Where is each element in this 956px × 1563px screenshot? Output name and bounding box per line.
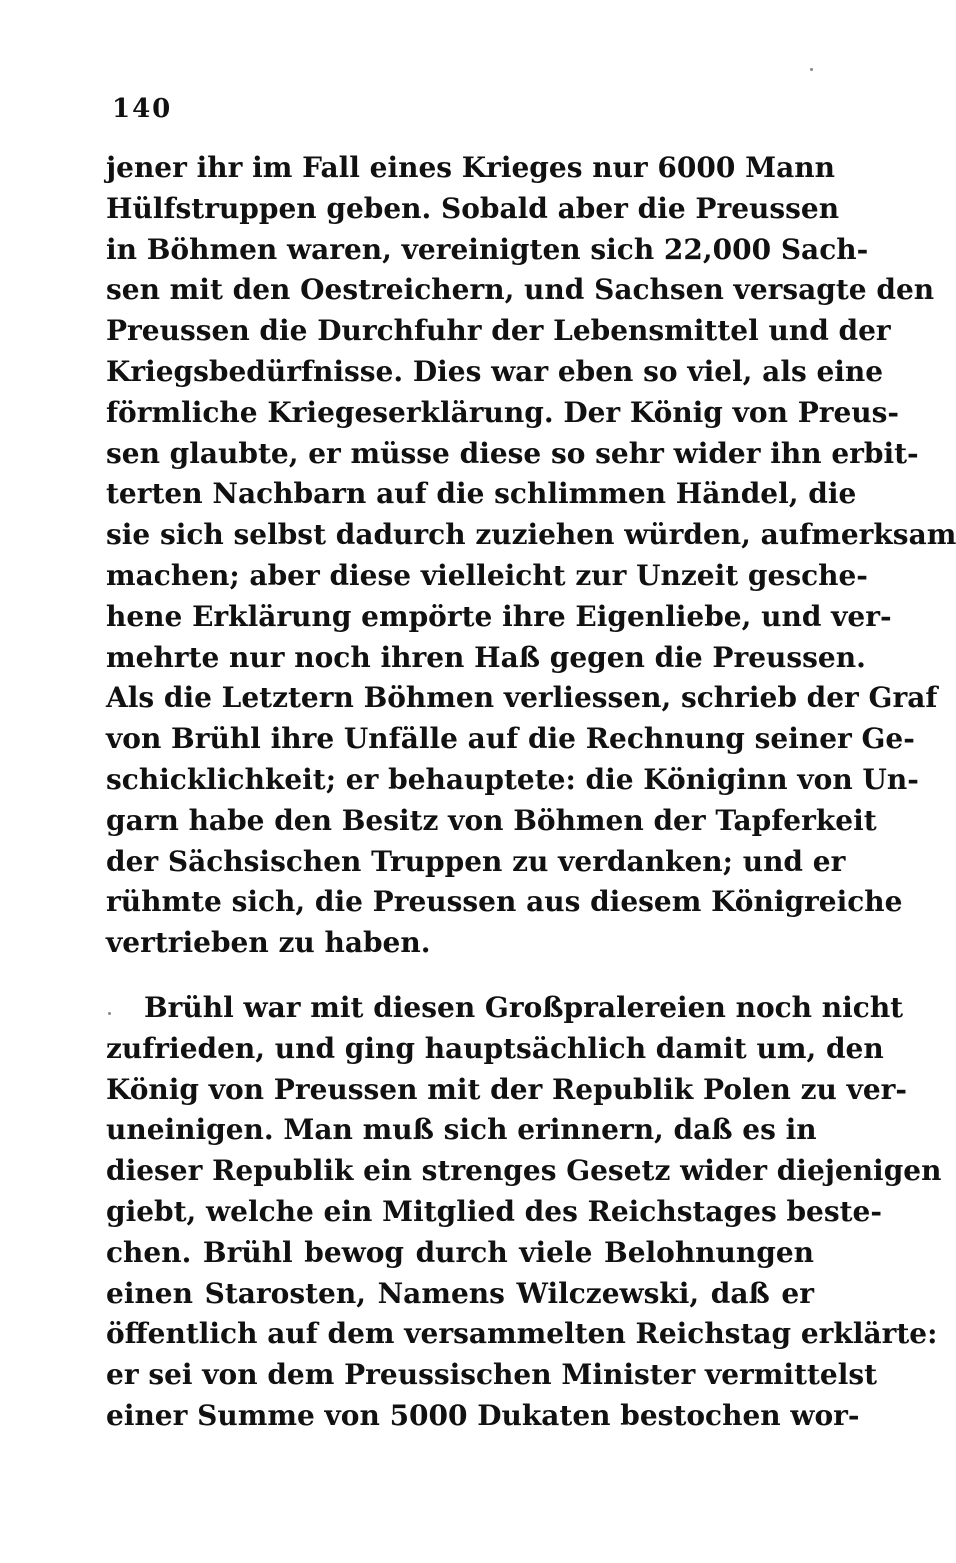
text-line: sen glaubte, er müsse diese so sehr wider ihn erbit-: [106, 436, 919, 470]
text-line: rühmte sich, die Preussen aus diesem Königreiche: [106, 885, 903, 919]
text-line: hene Erklärung empörte ihre Eigenliebe, und ver-: [106, 599, 892, 633]
text-line: vertrieben zu haben.: [106, 926, 431, 960]
text-line: von Brühl ihre Unfälle auf die Rechnung seiner Ge-: [106, 722, 915, 756]
paper-speck: [108, 1012, 111, 1015]
text-line: förmliche Kriegeserklärung. Der König von Preus-: [106, 395, 900, 429]
text-line: Kriegsbedürfnisse. Dies war eben so viel, als eine: [106, 354, 884, 388]
paragraph-1: [106, 148, 956, 964]
text-line: Preussen die Durchfuhr der Lebensmittel und der: [106, 314, 891, 348]
text-line: sie sich selbst dadurch zuziehen würden, aufmerksam: [106, 518, 956, 552]
text-line: er sei von dem Preussischen Minister vermittelst: [106, 1358, 878, 1392]
paragraph-2: [106, 988, 942, 1437]
text-line: öffentlich auf dem versammelten Reichstag erklärte:: [106, 1317, 938, 1351]
text-line: der Sächsischen Truppen zu verdanken; und er: [106, 844, 846, 878]
text-line: zufrieden, und ging hauptsächlich damit um, den: [106, 1031, 884, 1065]
text-line: sen mit den Oestreichern, und Sachsen versagte den: [106, 273, 935, 307]
text-line: terten Nachbarn auf die schlimmen Händel, die: [106, 477, 857, 511]
text-line: schicklichkeit; er behauptete: die Königinn von Un-: [106, 762, 919, 796]
text-line: chen. Brühl bewog durch viele Belohnungen: [106, 1235, 814, 1269]
text-line: giebt, welche ein Mitglied des Reichstages beste-: [106, 1194, 882, 1228]
text-line: garn habe den Besitz von Böhmen der Tapferkeit: [106, 803, 877, 837]
text-line: jener ihr im Fall eines Krieges nur 6000 Mann: [106, 151, 835, 184]
text-line: dieser Republik ein strenges Gesetz wider diejenigen: [106, 1154, 942, 1188]
paper-speck: [810, 68, 813, 71]
text-line: Brühl war mit diesen Großpralereien noch nicht: [144, 991, 904, 1024]
text-line: in Böhmen waren, vereinigten sich 22,000 Sach-: [106, 232, 869, 266]
text-line: Als die Letztern Böhmen verliessen, schrieb der Graf: [106, 681, 938, 715]
text-line: machen; aber diese vielleicht zur Unzeit gesche-: [106, 558, 868, 592]
text-line: uneinigen. Man muß sich erinnern, daß es in: [106, 1113, 817, 1147]
text-line: König von Preussen mit der Republik Polen zu ver-: [106, 1072, 908, 1106]
text-line: einen Starosten, Namens Wilczewski, daß er: [106, 1276, 814, 1310]
text-line: mehrte nur noch ihren Haß gegen die Preussen.: [106, 640, 866, 674]
text-line: Hülfstruppen geben. Sobald aber die Preussen: [106, 191, 840, 225]
page-number: 140: [112, 94, 173, 124]
text-line: einer Summe von 5000 Dukaten bestochen wor-: [106, 1398, 860, 1432]
